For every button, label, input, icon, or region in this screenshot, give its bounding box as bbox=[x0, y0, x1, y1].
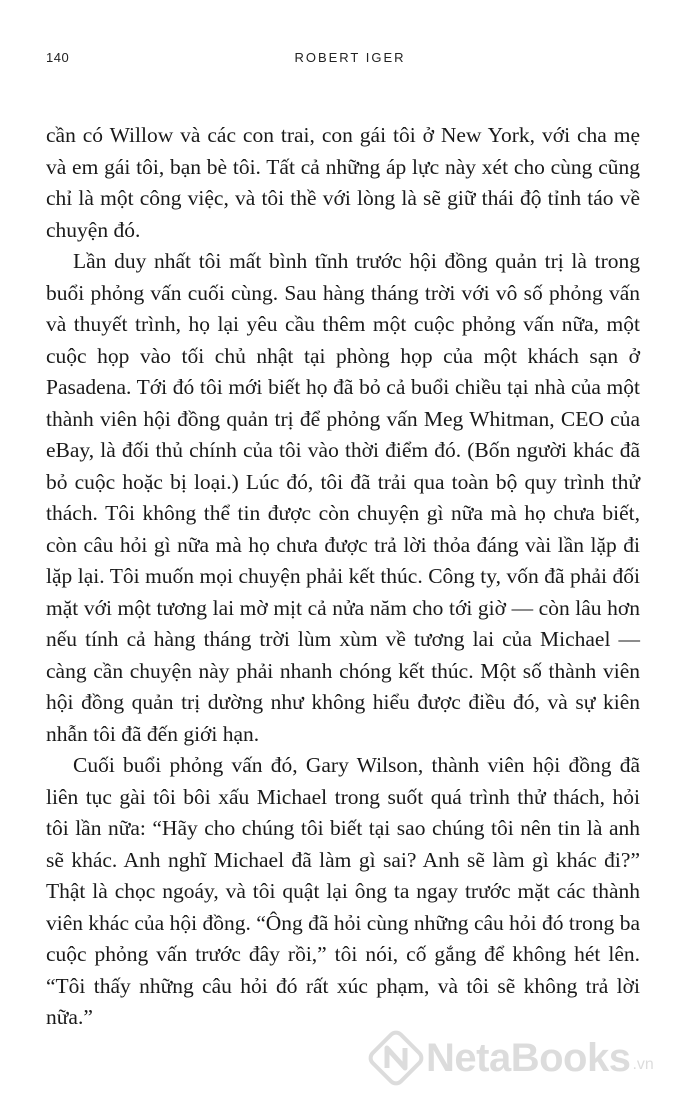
watermark-brand: NetaBooks bbox=[426, 1035, 631, 1080]
paragraph-1: cần có Willow và các con trai, con gái tôi ở New York, với cha mẹ và em gái tôi, bạn bè tôi. Tất cả những áp lực này xét cho cùng cũng chỉ là một công việc, và tôi thề với lòng là sẽ giữ thái độ tỉnh táo về chuyện đó. bbox=[46, 123, 640, 242]
paragraph-3: Cuối buổi phỏng vấn đó, Gary Wilson, thành viên hội đồng đã liên tục gài tôi bôi xấu Michael trong suốt quá trình thử thách, hỏi tôi lần nữa: “Hãy cho chúng tôi biết tại sao chúng tôi nên tin là anh sẽ khác. Anh nghĩ Michael đã làm gì sai? Anh sẽ làm gì khác đi?” Thật là chọc ngoáy, và tôi quật lại ông ta ngay trước mặt các thành viên khác của hội đồng. “Ông đã hỏi cùng những câu hỏi đó trong ba cuộc phỏng vấn trước đây rồi,” tôi nói, cố gắng để không hét lên. “Tôi thấy những câu hỏi đó rất xúc phạm, và tôi sẽ không trả lời nữa.” bbox=[46, 753, 640, 1029]
watermark-suffix: .vn bbox=[632, 1056, 654, 1073]
body-text bbox=[46, 120, 640, 1034]
paragraph-2: Lần duy nhất tôi mất bình tĩnh trước hội đồng quản trị là trong buổi phỏng vấn cuối cùng. Sau hàng tháng trời với vô số phỏng vấn và thuyết trình, họ lại yêu cầu thêm một cuộc phỏng vấn nữa, một cuộc họp vào tối chủ nhật tại phòng họp của một khách sạn ở Pasadena. Tới đó tôi mới biết họ đã bỏ cả buổi chiều tại nhà của một thành viên hội đồng quản trị để phỏng vấn Meg Whitman, CEO của eBay, là đối thủ chính của tôi vào thời điểm đó. (Bốn người khác đã bỏ cuộc hoặc bị loại.) Lúc đó, tôi đã trải qua toàn bộ quy trình thử thách. Tôi không thể tin được còn chuyện gì nữa mà họ chưa biết, còn câu hỏi gì nữa mà họ chưa được trả lời thỏa đáng vài lần lặp đi lặp lại. Tôi muốn mọi chuyện phải kết thúc. Công ty, vốn đã phải đối mặt với một tương lai mờ mịt cả nửa năm cho tới giờ — còn lâu hơn nếu tính cả hàng tháng trời lùm xùm về tương lai của Michael — càng cần chuyện này phải nhanh chóng kết thúc. Một số thành viên hội đồng quản trị dường như không hiểu được điều đó, và sự kiên nhẫn tôi đã đến giới hạn. bbox=[46, 249, 640, 746]
running-head: ROBERT IGER bbox=[294, 50, 406, 65]
netabooks-n-logo-icon bbox=[368, 1030, 424, 1086]
page-number: 140 bbox=[46, 50, 70, 65]
netabooks-watermark bbox=[368, 1030, 654, 1086]
